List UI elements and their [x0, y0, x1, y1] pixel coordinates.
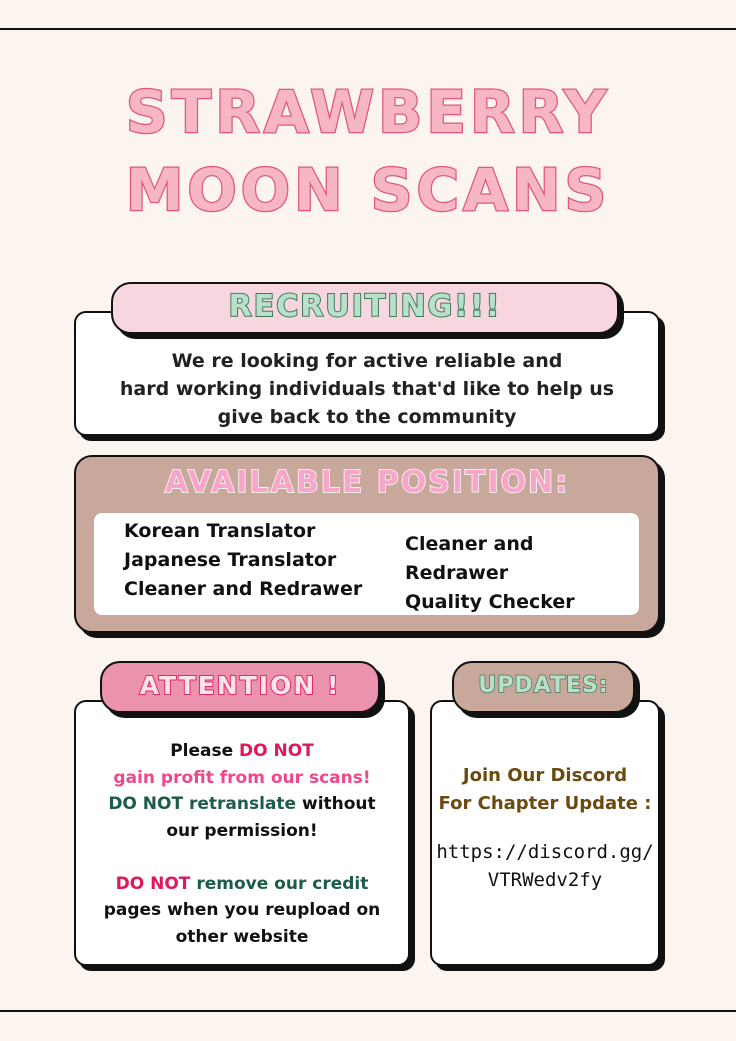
attention-panel — [74, 700, 410, 966]
page-title-line-2: MOON SCANS — [125, 156, 611, 224]
updates-description — [432, 762, 658, 818]
position-item: Cleaner and Redrawer — [405, 533, 534, 584]
position-item: Korean Translator — [124, 520, 316, 542]
attention-line-7: other website — [175, 926, 309, 947]
attention-rules — [76, 738, 408, 950]
positions-right-column — [405, 530, 639, 617]
updates-line-1: Join Our Discord — [462, 765, 628, 786]
positions-title: AVAILABLE POSITION: — [164, 465, 570, 500]
recruiting-description — [76, 347, 658, 431]
recruiting-line-1: We re looking for active reliable and — [171, 350, 563, 372]
updates-line-2: For Chapter Update : — [438, 793, 652, 814]
position-item: Japanese Translator — [124, 549, 337, 571]
attention-line-2: gain profit from our scans! — [113, 767, 371, 788]
recruiting-title: RECRUITING!!! — [228, 289, 502, 324]
attention-spacer — [76, 844, 408, 871]
page-title-line-1: STRAWBERRY — [125, 78, 611, 146]
position-item: Quality Checker — [405, 591, 575, 613]
attention-line-6: pages when you reupload on — [103, 900, 381, 920]
available-positions-panel — [74, 455, 660, 633]
updates-header-pill — [452, 661, 635, 713]
updates-panel — [430, 700, 660, 966]
attention-line-4: our permission! — [166, 820, 318, 841]
recruiting-header-pill — [111, 282, 619, 334]
attention-line-3: DO NOT retranslate without — [108, 794, 376, 814]
top-border-line — [0, 28, 736, 30]
positions-list-card — [94, 513, 639, 615]
discord-link[interactable] — [432, 838, 658, 894]
bottom-border-line — [0, 1010, 736, 1012]
positions-left-column — [124, 517, 362, 604]
discord-url-line-2[interactable]: VTRWedv2fy — [487, 869, 603, 891]
updates-title: UPDATES: — [478, 673, 609, 698]
position-item: Cleaner and Redrawer — [124, 578, 363, 600]
recruiting-line-3: give back to the community — [217, 406, 517, 428]
discord-url-line-1[interactable]: https://discord.gg/ — [436, 841, 654, 863]
attention-line-5: DO NOT remove our credit — [115, 873, 369, 894]
attention-title: ATTENTION ! — [139, 671, 341, 700]
recruiting-line-2: hard working individuals that'd like to help us — [119, 378, 615, 400]
attention-line-1: Please DO NOT — [170, 741, 314, 761]
attention-header-pill — [100, 661, 380, 713]
